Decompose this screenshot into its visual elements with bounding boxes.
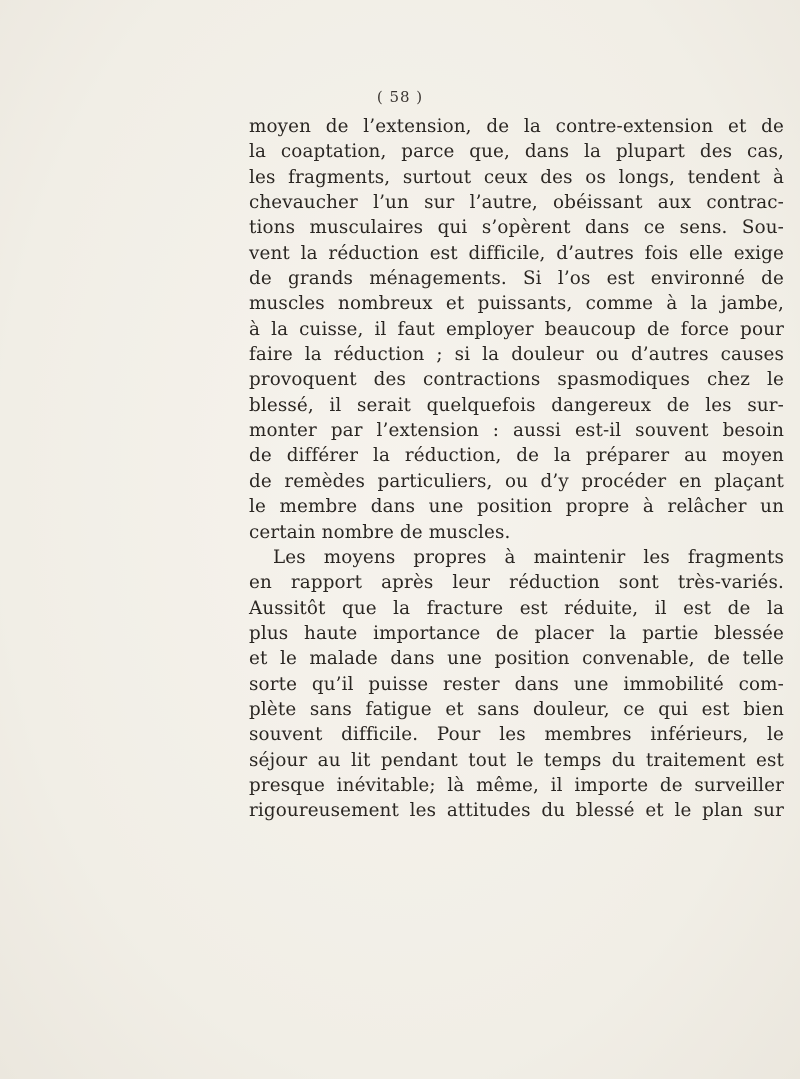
text-line: plète sans fatigue et sans douleur, ce qui est bien <box>249 698 784 720</box>
text-line: rigoureusement les attitudes du blessé et le plan sur <box>249 800 784 822</box>
text-line: séjour au lit pendant tout le temps du traitement est <box>249 749 784 771</box>
text-line: plus haute importance de placer la partie blessée <box>249 622 784 644</box>
text-line: Les moyens propres à maintenir les fragments <box>273 546 784 568</box>
text-line: en rapport après leur réduction sont très-variés. <box>249 572 784 594</box>
text-line: moyen de l’extension, de la contre-extension et de <box>249 116 784 137</box>
text-line: sorte qu’il puisse rester dans une immobilité com- <box>249 673 784 695</box>
text-line: la coaptation, parce que, dans la plupart des cas, <box>249 141 784 163</box>
text-line: à la cuisse, il faut employer beaucoup de force pour <box>249 318 784 340</box>
text-line: de différer la réduction, de la préparer au moyen <box>249 445 784 467</box>
text-line: provoquent des contractions spasmodiques chez le <box>249 369 784 391</box>
text-line: monter par l’extension : aussi est-il souvent besoin <box>249 420 784 442</box>
text-line: et le malade dans une position convenable, de telle <box>249 648 784 670</box>
text-line: vent la réduction est difficile, d’autres fois elle exige <box>249 242 784 264</box>
text-line: blessé, il serait quelquefois dangereux de les sur- <box>249 394 784 416</box>
text-line: les fragments, surtout ceux des os longs, tendent à <box>249 166 784 188</box>
text-line: le membre dans une position propre à relâcher un <box>249 496 784 518</box>
text-line: souvent difficile. Pour les membres inférieurs, le <box>249 724 784 746</box>
text-line: faire la réduction ; si la douleur ou d’autres causes <box>249 344 784 366</box>
text-line: muscles nombreux et puissants, comme à la jambe, <box>249 293 784 315</box>
text-line: tions musculaires qui s’opèrent dans ce sens. Sou- <box>249 217 784 239</box>
text-line: de remèdes particuliers, ou d’y procéder en plaçant <box>249 470 784 492</box>
text-line: certain nombre de muscles. <box>249 521 511 543</box>
text-line: de grands ménagements. Si l’os est environné de <box>249 268 784 290</box>
text-line: Aussitôt que la fracture est réduite, il est de la <box>249 597 784 619</box>
text-line: chevaucher l’un sur l’autre, obéissant aux contrac- <box>249 192 784 214</box>
body-text <box>249 114 784 824</box>
text-line: presque inévitable; là même, il importe de surveiller <box>249 774 784 796</box>
page-number: ( 58 ) <box>376 88 424 106</box>
